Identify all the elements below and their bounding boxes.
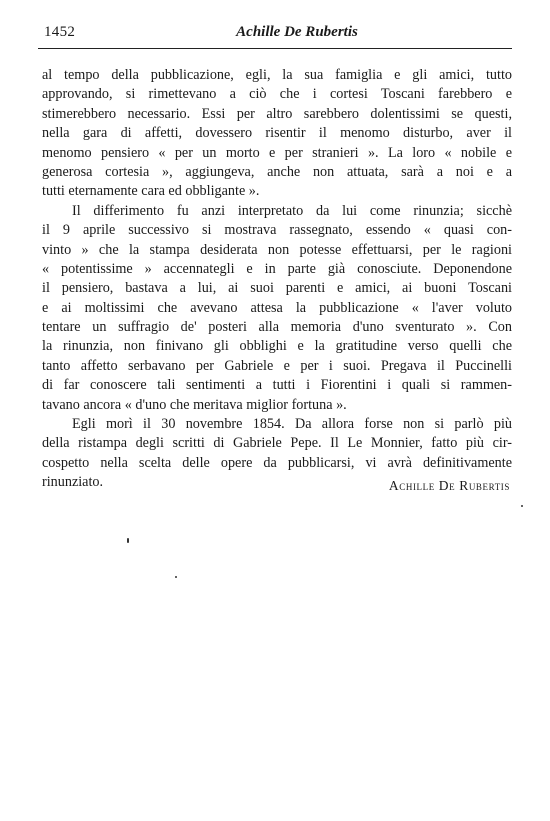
text-line: « potentissime » accennategli e in parte già conosciute. Deponendone [42, 260, 512, 277]
text-line: tutti eternamente cara ed obbligante ». [42, 183, 260, 200]
header-rule [38, 48, 512, 49]
text-line: menomo pensiero « per un morto e per stranieri ». La loro « nobile e [42, 144, 512, 161]
page-header [44, 20, 510, 44]
body-text [42, 66, 512, 493]
text-line: il pensiero, bastava a lui, ai suoi parenti e amici, ai buoni Toscani [42, 280, 512, 297]
text-line: tanto affetto serbavano per Gabriele e per i suoi. Pregava il Puccinelli [42, 357, 512, 374]
scan-speck [521, 505, 523, 507]
text-line: il 9 aprile successivo si mostrava rassegnato, essendo « quasi con- [42, 222, 512, 239]
text-line: cospetto nella scelta delle opere da pubblicarsi, vi avrà definitivamente [42, 454, 512, 471]
text-line: vinto » che la stampa desiderata non potesse effettuarsi, per le ragioni [42, 241, 512, 258]
text-line: stimerebbero necessario. Essi per altro sarebbero dolentissimi se questi, [42, 105, 512, 122]
text-line: Il differimento fu anzi interpretato da lui come rinunzia; sicchè [72, 202, 512, 219]
text-line: tentare un suffragio de' posteri alla memoria d'uno sventurato ». Con [42, 319, 512, 336]
text-line: tavano ancora « d'uno che meritava miglior fortuna ». [42, 396, 347, 413]
text-line: al tempo della pubblicazione, egli, la sua famiglia e gli amici, tutto [42, 67, 512, 83]
scan-speck [127, 538, 129, 543]
page-number: 1452 [44, 24, 76, 40]
running-head: Achille De Rubertis [236, 24, 358, 40]
text-line: rinunziato. [42, 474, 104, 491]
scan-speck [175, 576, 177, 578]
text-line: della ristampa degli scritti di Gabriele Pepe. Il Le Monnier, fatto più cir- [42, 435, 512, 452]
text-line: di far conoscere tali sentimenti a tutti i Fiorentini i quali si rammen- [42, 377, 512, 394]
author-signature: Achille De Rubertis [388, 478, 510, 493]
text-line: nella gara di affetti, dovessero risentir il menomo disturbo, aver il [42, 125, 512, 142]
text-line: la rinunzia, non finivano gli obblighi e la gratitudine verso quelli che [42, 338, 512, 355]
text-line: e ai moltissimi che avevano attesa la pubblicazione « l'aver voluto [42, 299, 512, 316]
text-line: Egli morì il 30 novembre 1854. Da allora forse non si parlò più [72, 416, 512, 433]
paragraph-2 [42, 202, 512, 415]
paragraph-1 [42, 66, 512, 202]
text-line: approvando, si rimettevano a ciò che i cortesi Toscani farebbero e [42, 86, 512, 103]
text-line: generosa cortesia », aggiungeva, anche non attuata, sarà a noi e a [42, 163, 512, 180]
